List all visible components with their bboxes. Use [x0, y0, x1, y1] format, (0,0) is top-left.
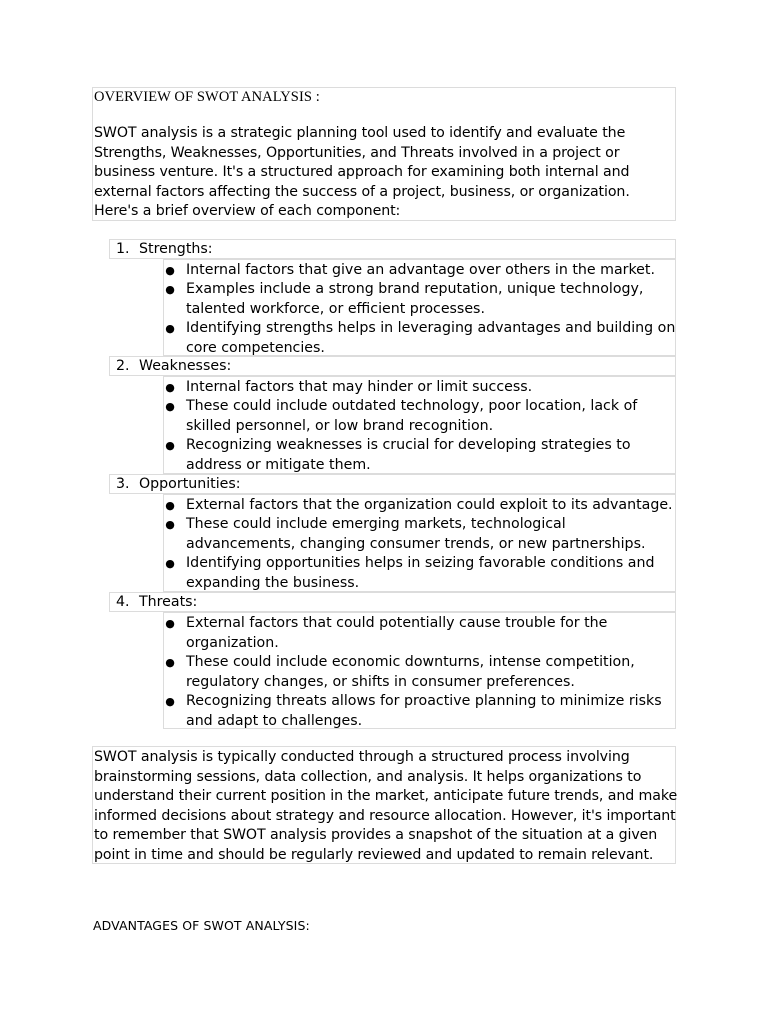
list-label: Weaknesses: [139, 358, 232, 374]
bullet-text: Internal factors that give an advantage over others in the market. [186, 262, 655, 278]
bullet-icon: ● [165, 283, 175, 296]
list-number: 3. [116, 476, 130, 492]
bullet-text: Recognizing threats allows for proactive planning to minimize risks and adapt to challenges. [186, 693, 662, 729]
bullet-icon: ● [165, 656, 175, 669]
bullet-text: These could include emerging markets, technological advancements, changing consumer trends, or new partnerships. [186, 516, 646, 552]
bullet-text: External factors that the organization could exploit to its advantage. [186, 497, 673, 513]
bullet-text: These could include economic downturns, intense competition, regulatory changes, or shifts in consumer preferences. [186, 654, 635, 690]
bullet-icon: ● [165, 381, 175, 394]
list-item-opportunities [109, 474, 676, 494]
weaknesses-bullet-list [163, 376, 676, 474]
bullet-icon: ● [165, 264, 175, 277]
bullet-text: These could include outdated technology, poor location, lack of skilled personnel, or low brand recognition. [186, 398, 638, 434]
strengths-bullet-list [163, 259, 676, 356]
list-number: 1. [116, 241, 130, 257]
bullet-text: Internal factors that may hinder or limit success. [186, 379, 533, 395]
bullet-text: Recognizing weaknesses is crucial for developing strategies to address or mitigate them. [186, 437, 631, 473]
bullet-icon: ● [165, 518, 175, 531]
list-label: Opportunities: [139, 476, 241, 492]
advantages-heading: ADVANTAGES OF SWOT ANALYSIS: [93, 918, 310, 933]
bullet-icon: ● [165, 557, 175, 570]
bullet-icon: ● [165, 439, 175, 452]
overview-section [92, 87, 676, 221]
bullet-text: Identifying strengths helps in leveraging advantages and building on core competencies. [186, 320, 676, 356]
summary-paragraph: SWOT analysis is typically conducted through a structured process involving brainstorming sessions, data collection, and analysis. It helps organizations to understand their current position in the market, anticipate future trends, and make informed decisions about strategy and resource allocation. However, it's important to remember that SWOT analysis provides a snapshot of the situation at a given point in time and should be regularly reviewed and updated to remain relevant. [94, 749, 678, 863]
list-item-threats [109, 592, 676, 612]
intro-paragraph: SWOT analysis is a strategic planning tool used to identify and evaluate the Strengths, Weaknesses, Opportunities, and Threats involved in a project or business venture. It's a structured approach for examining both internal and external factors affecting the success of a project, business, or organization. Here's a brief overview of each component: [94, 125, 630, 219]
opportunities-bullet-list [163, 494, 676, 592]
bullet-icon: ● [165, 695, 175, 708]
section-title: OVERVIEW OF SWOT ANALYSIS : [94, 89, 320, 105]
list-item-weaknesses [109, 356, 676, 376]
bullet-text: External factors that could potentially cause trouble for the organization. [186, 615, 608, 651]
bullet-icon: ● [165, 499, 175, 512]
threats-bullet-list [163, 612, 676, 729]
bullet-icon: ● [165, 322, 175, 335]
list-item-strengths [109, 239, 676, 259]
list-label: Threats: [139, 594, 198, 610]
bullet-icon: ● [165, 400, 175, 413]
bullet-icon: ● [165, 617, 175, 630]
list-number: 4. [116, 594, 130, 610]
list-number: 2. [116, 358, 130, 374]
summary-section [92, 746, 676, 864]
bullet-text: Identifying opportunities helps in seizing favorable conditions and expanding the business. [186, 555, 655, 591]
bullet-text: Examples include a strong brand reputation, unique technology, talented workforce, or efficient processes. [186, 281, 644, 317]
list-label: Strengths: [139, 241, 213, 257]
